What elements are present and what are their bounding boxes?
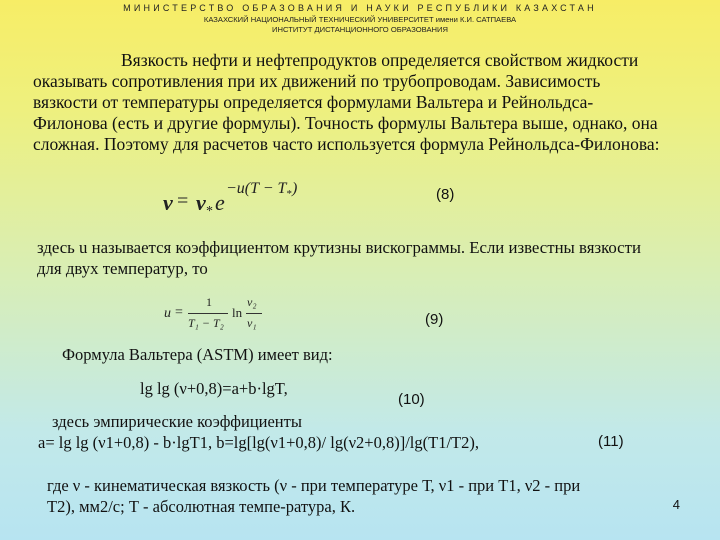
intro-line: Вязкость нефти и нефтепродуктов определяется свойством жидкости [121, 50, 639, 70]
equation-8 [163, 178, 313, 218]
page-number: 4 [672, 497, 680, 512]
intro-paragraph [33, 50, 660, 155]
exponent-star: * [286, 188, 292, 201]
exponent-close: ) [291, 180, 298, 197]
equation-11-number: (11) [598, 433, 624, 450]
walter-intro: Формула Вальтера (ASTM) имеет вид: [62, 345, 333, 364]
equation-8-number: (8) [436, 186, 455, 203]
institute-header: ИНСТИТУТ ДИСТАНЦИОННОГО ОБРАЗОВАНИЯ [272, 25, 448, 34]
exponent [226, 180, 297, 200]
fraction-numerator: 1 [206, 295, 212, 309]
nu2-symbol: ν₂ [247, 295, 257, 309]
equation-9 [162, 295, 272, 337]
nu-star-symbol: ν [196, 190, 206, 215]
u-definition-paragraph [37, 237, 641, 279]
definition-line: где ν - кинематическая вязкость (ν - при температуре Т, ν1 - при Т1, ν2 - при [47, 476, 581, 495]
intro-line: оказывать сопротивления при их движений по трубопроводам. Зависимость [33, 71, 601, 91]
definition-paragraph [47, 475, 580, 517]
ln-label: ln [232, 305, 243, 320]
empirical-coefficients-intro: здесь эмпирические коэффициенты [52, 412, 302, 431]
equation-10: lg lg (ν+0,8)=a+b·lgT, [140, 379, 288, 398]
fraction-denominator: T₁ − T₂ [188, 316, 224, 330]
intro-line: вязкости от температуры определяется формулами Вальтера и Рейнольдса- [33, 92, 594, 112]
exp-base: e [215, 190, 225, 215]
ministry-header: МИНИСТЕРСТВО ОБРАЗОВАНИЯ И НАУКИ РЕСПУБЛИКИ КАЗАХСТАН [123, 3, 597, 13]
definition-line: Т2), мм2/с; Т - абсолютная темпе-ратура, К. [47, 497, 356, 516]
equals-sign: = [175, 305, 183, 320]
university-header: КАЗАХСКИЙ НАЦИОНАЛЬНЫЙ ТЕХНИЧЕСКИЙ УНИВЕРСИТЕТ имени К.И. САТПАЕВА [203, 15, 517, 24]
intro-line: Филонова (есть и другие формулы). Точность формулы Вальтера выше, однако, она [33, 113, 658, 133]
equation-11: a= lg lg (ν1+0,8) - b·lgT1, b=lg[lg(ν1+0,8)/ lg(ν2+0,8)]/lg(T1/T2), [38, 433, 479, 452]
nu-symbol: ν [163, 190, 173, 215]
exponent-text: −u(T − T [226, 180, 287, 197]
intro-line: сложная. Поэтому для расчетов часто используется формула Рейнольдса-Филонова: [33, 134, 660, 154]
u-symbol: u [164, 306, 171, 321]
equation-9-number: (9) [425, 311, 444, 328]
star-subscript: * [206, 204, 213, 219]
u-definition-line: для двух температур, то [37, 259, 208, 278]
nu1-symbol: ν₁ [247, 316, 257, 330]
u-definition-line: здесь u называется коэффициентом крутизны вискограммы. Если известны вязкости [37, 238, 641, 257]
equation-10-number: (10) [398, 391, 425, 408]
ratio-bar [246, 313, 262, 314]
fraction-bar [188, 313, 228, 314]
equals-sign: = [177, 190, 189, 212]
